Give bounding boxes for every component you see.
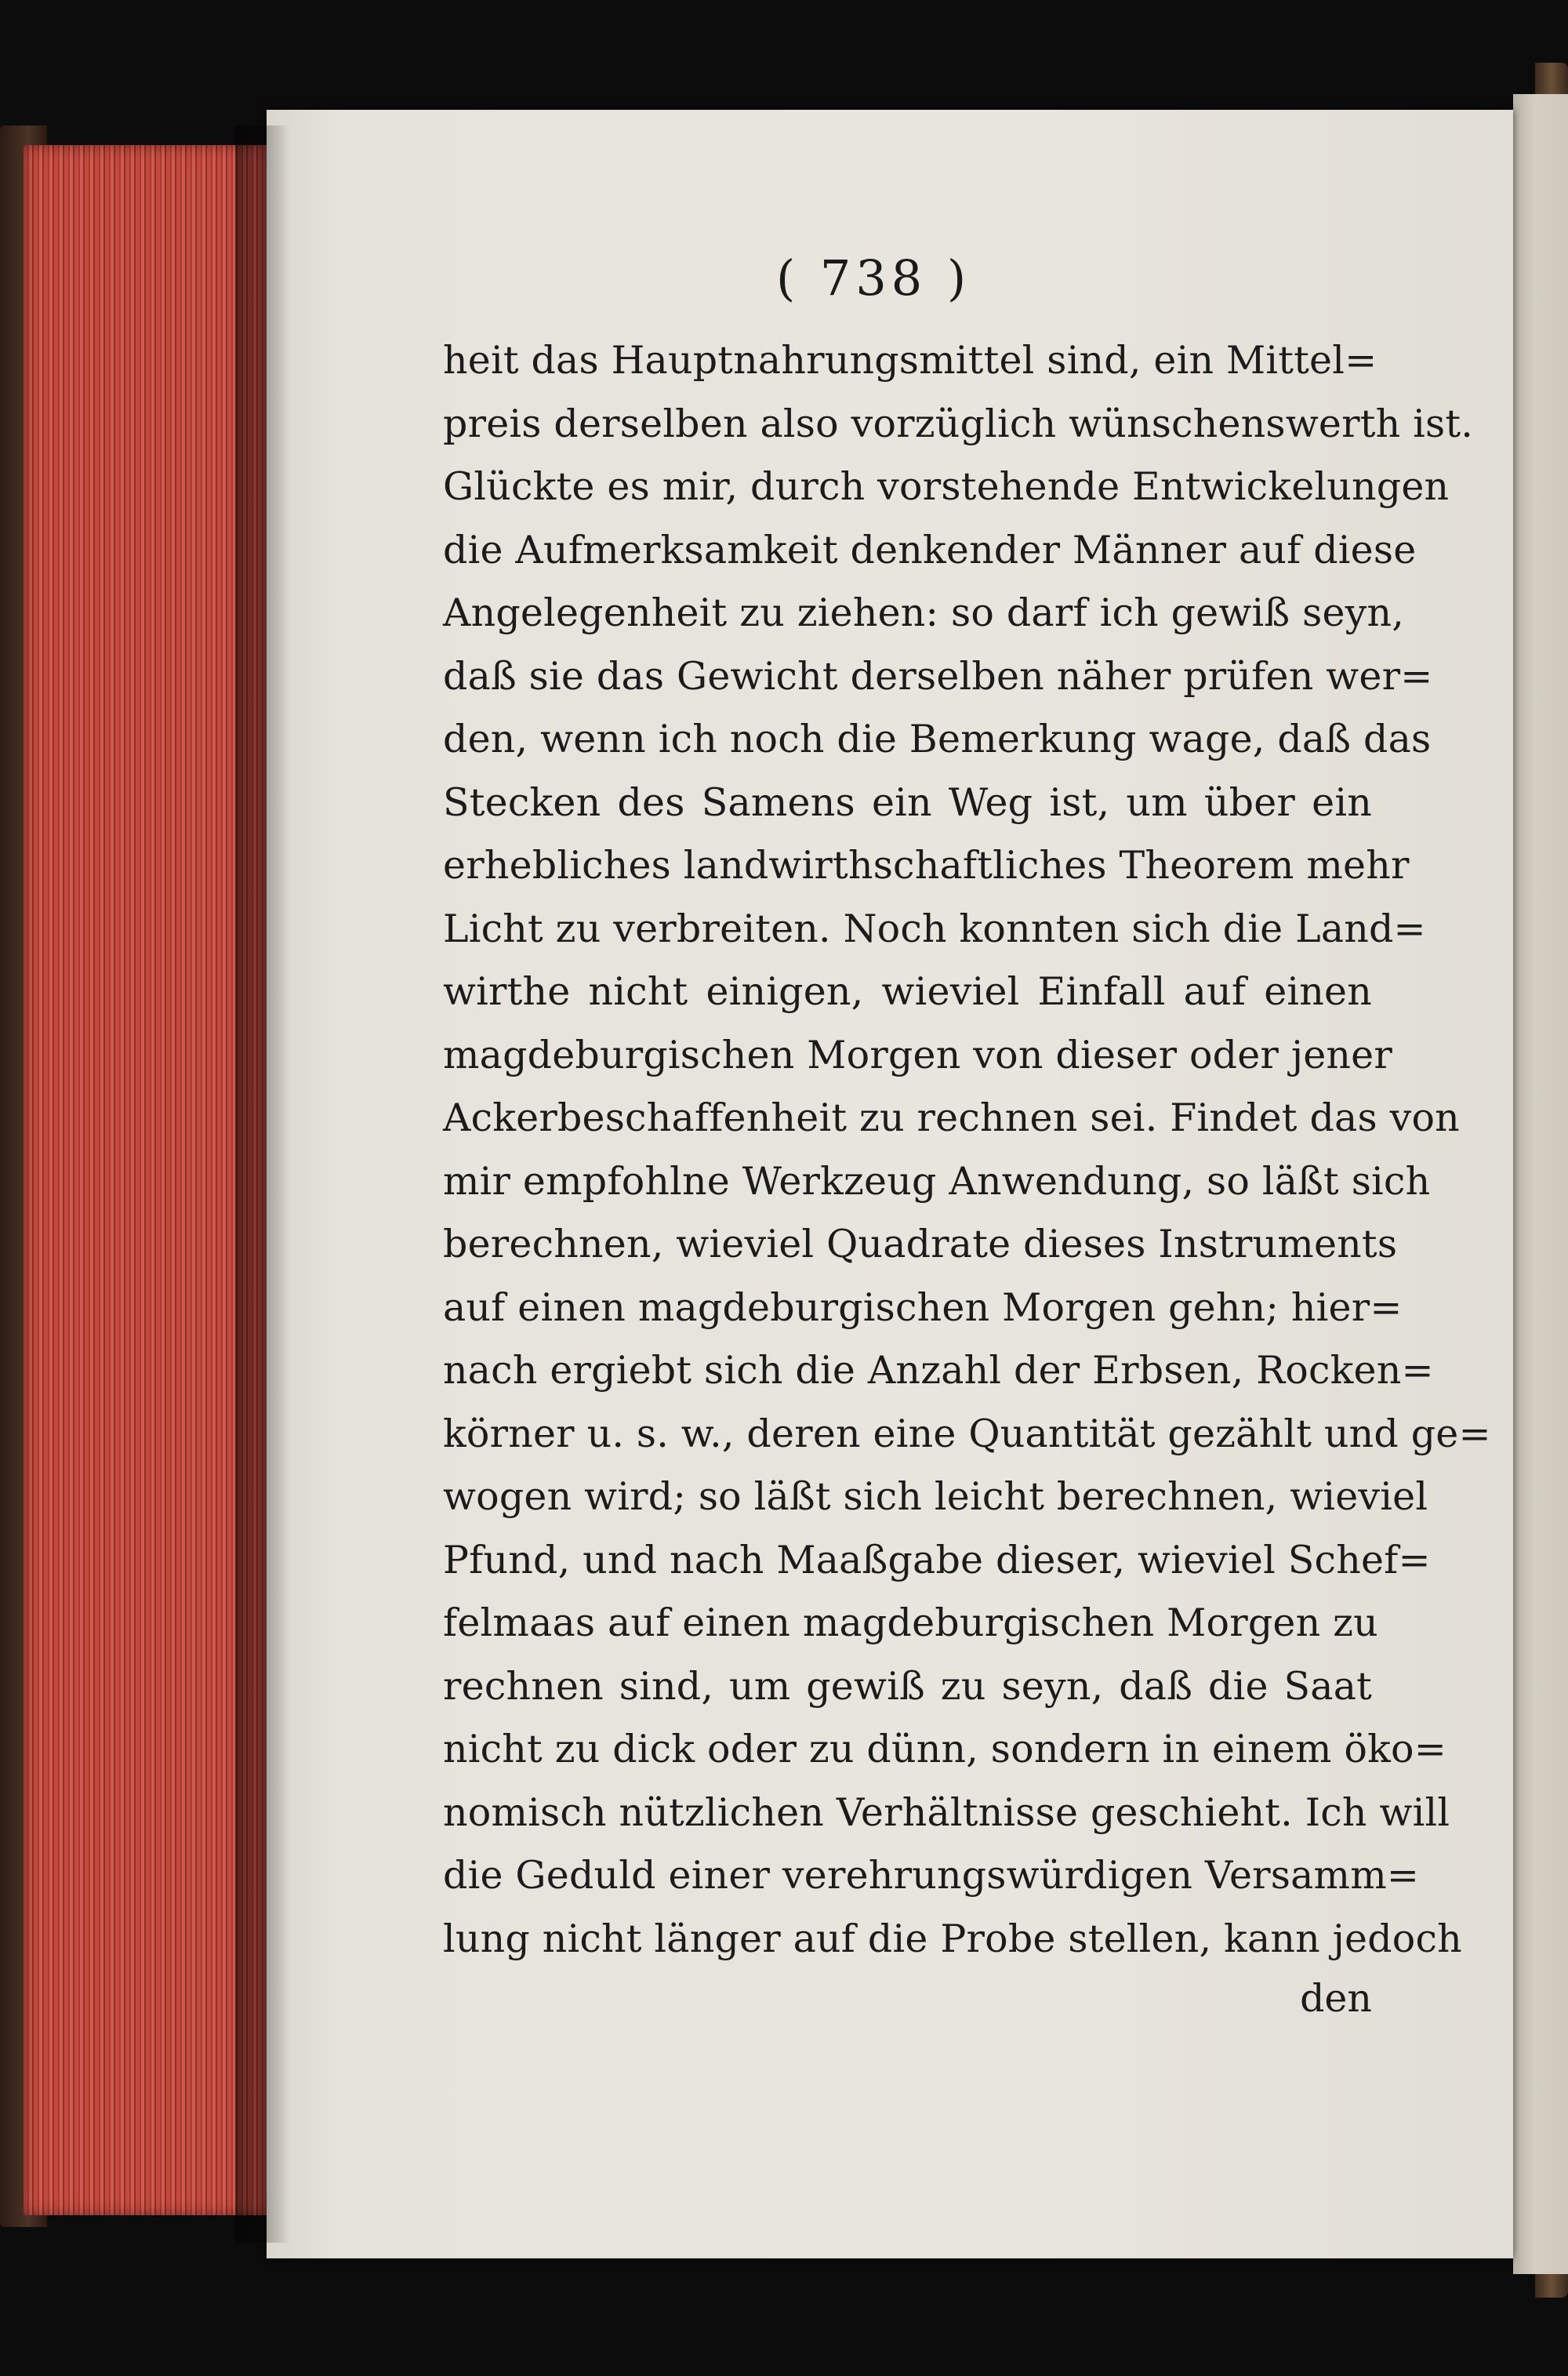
text-line: mir empfohlne Werkzeug Anwendung, so läßt sich xyxy=(443,1158,1431,1204)
text-line: nomisch nützlichen Verhältnisse geschieht. Ich will xyxy=(443,1789,1450,1835)
text-line: die Geduld einer verehrungswürdigen Versamm= xyxy=(443,1853,1420,1898)
text-line: berechnen, wieviel Quadrate dieses Instruments xyxy=(443,1222,1398,1266)
text-line: preis derselben also vorzüglich wünschenswerth ist. xyxy=(443,401,1474,446)
text-line: lung nicht länger auf die Probe stellen, kann jedoch xyxy=(443,1916,1462,1961)
text-line: magdeburgischen Morgen von dieser oder jener xyxy=(443,1032,1392,1077)
text-line: körner u. s. w., deren eine Quantität gezählt und ge= xyxy=(443,1411,1491,1456)
page-number: ( 738 ) xyxy=(776,249,971,307)
text-line: den, wenn ich noch die Bemerkung wage, daß das xyxy=(443,717,1432,761)
text-line: daß sie das Gewicht derselben näher prüfen wer= xyxy=(443,653,1433,699)
text-line: Ackerbeschaffenheit zu rechnen sei. Findet das von xyxy=(443,1095,1460,1140)
text-line: auf einen magdeburgischen Morgen gehn; hier= xyxy=(443,1284,1403,1330)
adjacent-page-edge xyxy=(1513,94,1568,2274)
text-line: Pfund, und nach Maaßgabe dieser, wieviel Schef= xyxy=(443,1537,1431,1582)
text-line: die Aufmerksamkeit denkender Männer auf diese xyxy=(443,527,1417,572)
text-line: Glückte es mir, durch vorstehende Entwickelungen xyxy=(443,464,1450,509)
text-line: wogen wird; so läßt sich leicht berechnen, wieviel xyxy=(443,1474,1428,1519)
text-line: Stecken des Samens ein Weg ist, um über ein xyxy=(443,779,1372,825)
text-line: wirthe nicht einigen, wieviel Einfall auf einen xyxy=(443,969,1372,1014)
text-line: heit das Hauptnahrungsmittel sind, ein Mittel= xyxy=(443,338,1377,383)
text-line: rechnen sind, um gewiß zu seyn, daß die Saat xyxy=(443,1663,1372,1709)
text-line: erhebliches landwirthschaftliches Theorem mehr xyxy=(443,843,1410,888)
gutter-shadow xyxy=(235,125,290,2243)
text-line: nicht zu dick oder zu dünn, sondern in einem öko= xyxy=(443,1727,1446,1771)
catchword: den xyxy=(1300,1976,1372,2021)
page-body-text xyxy=(443,329,1491,1971)
text-line: Angelegenheit zu ziehen: so darf ich gewiß seyn, xyxy=(443,590,1405,635)
text-line: Licht zu verbreiten. Noch konnten sich die Land= xyxy=(443,906,1426,951)
text-line: felmaas auf einen magdeburgischen Morgen zu xyxy=(443,1600,1378,1645)
stacked-page-edges xyxy=(24,145,267,2215)
text-line: nach ergiebt sich die Anzahl der Erbsen, Rocken= xyxy=(443,1348,1434,1393)
